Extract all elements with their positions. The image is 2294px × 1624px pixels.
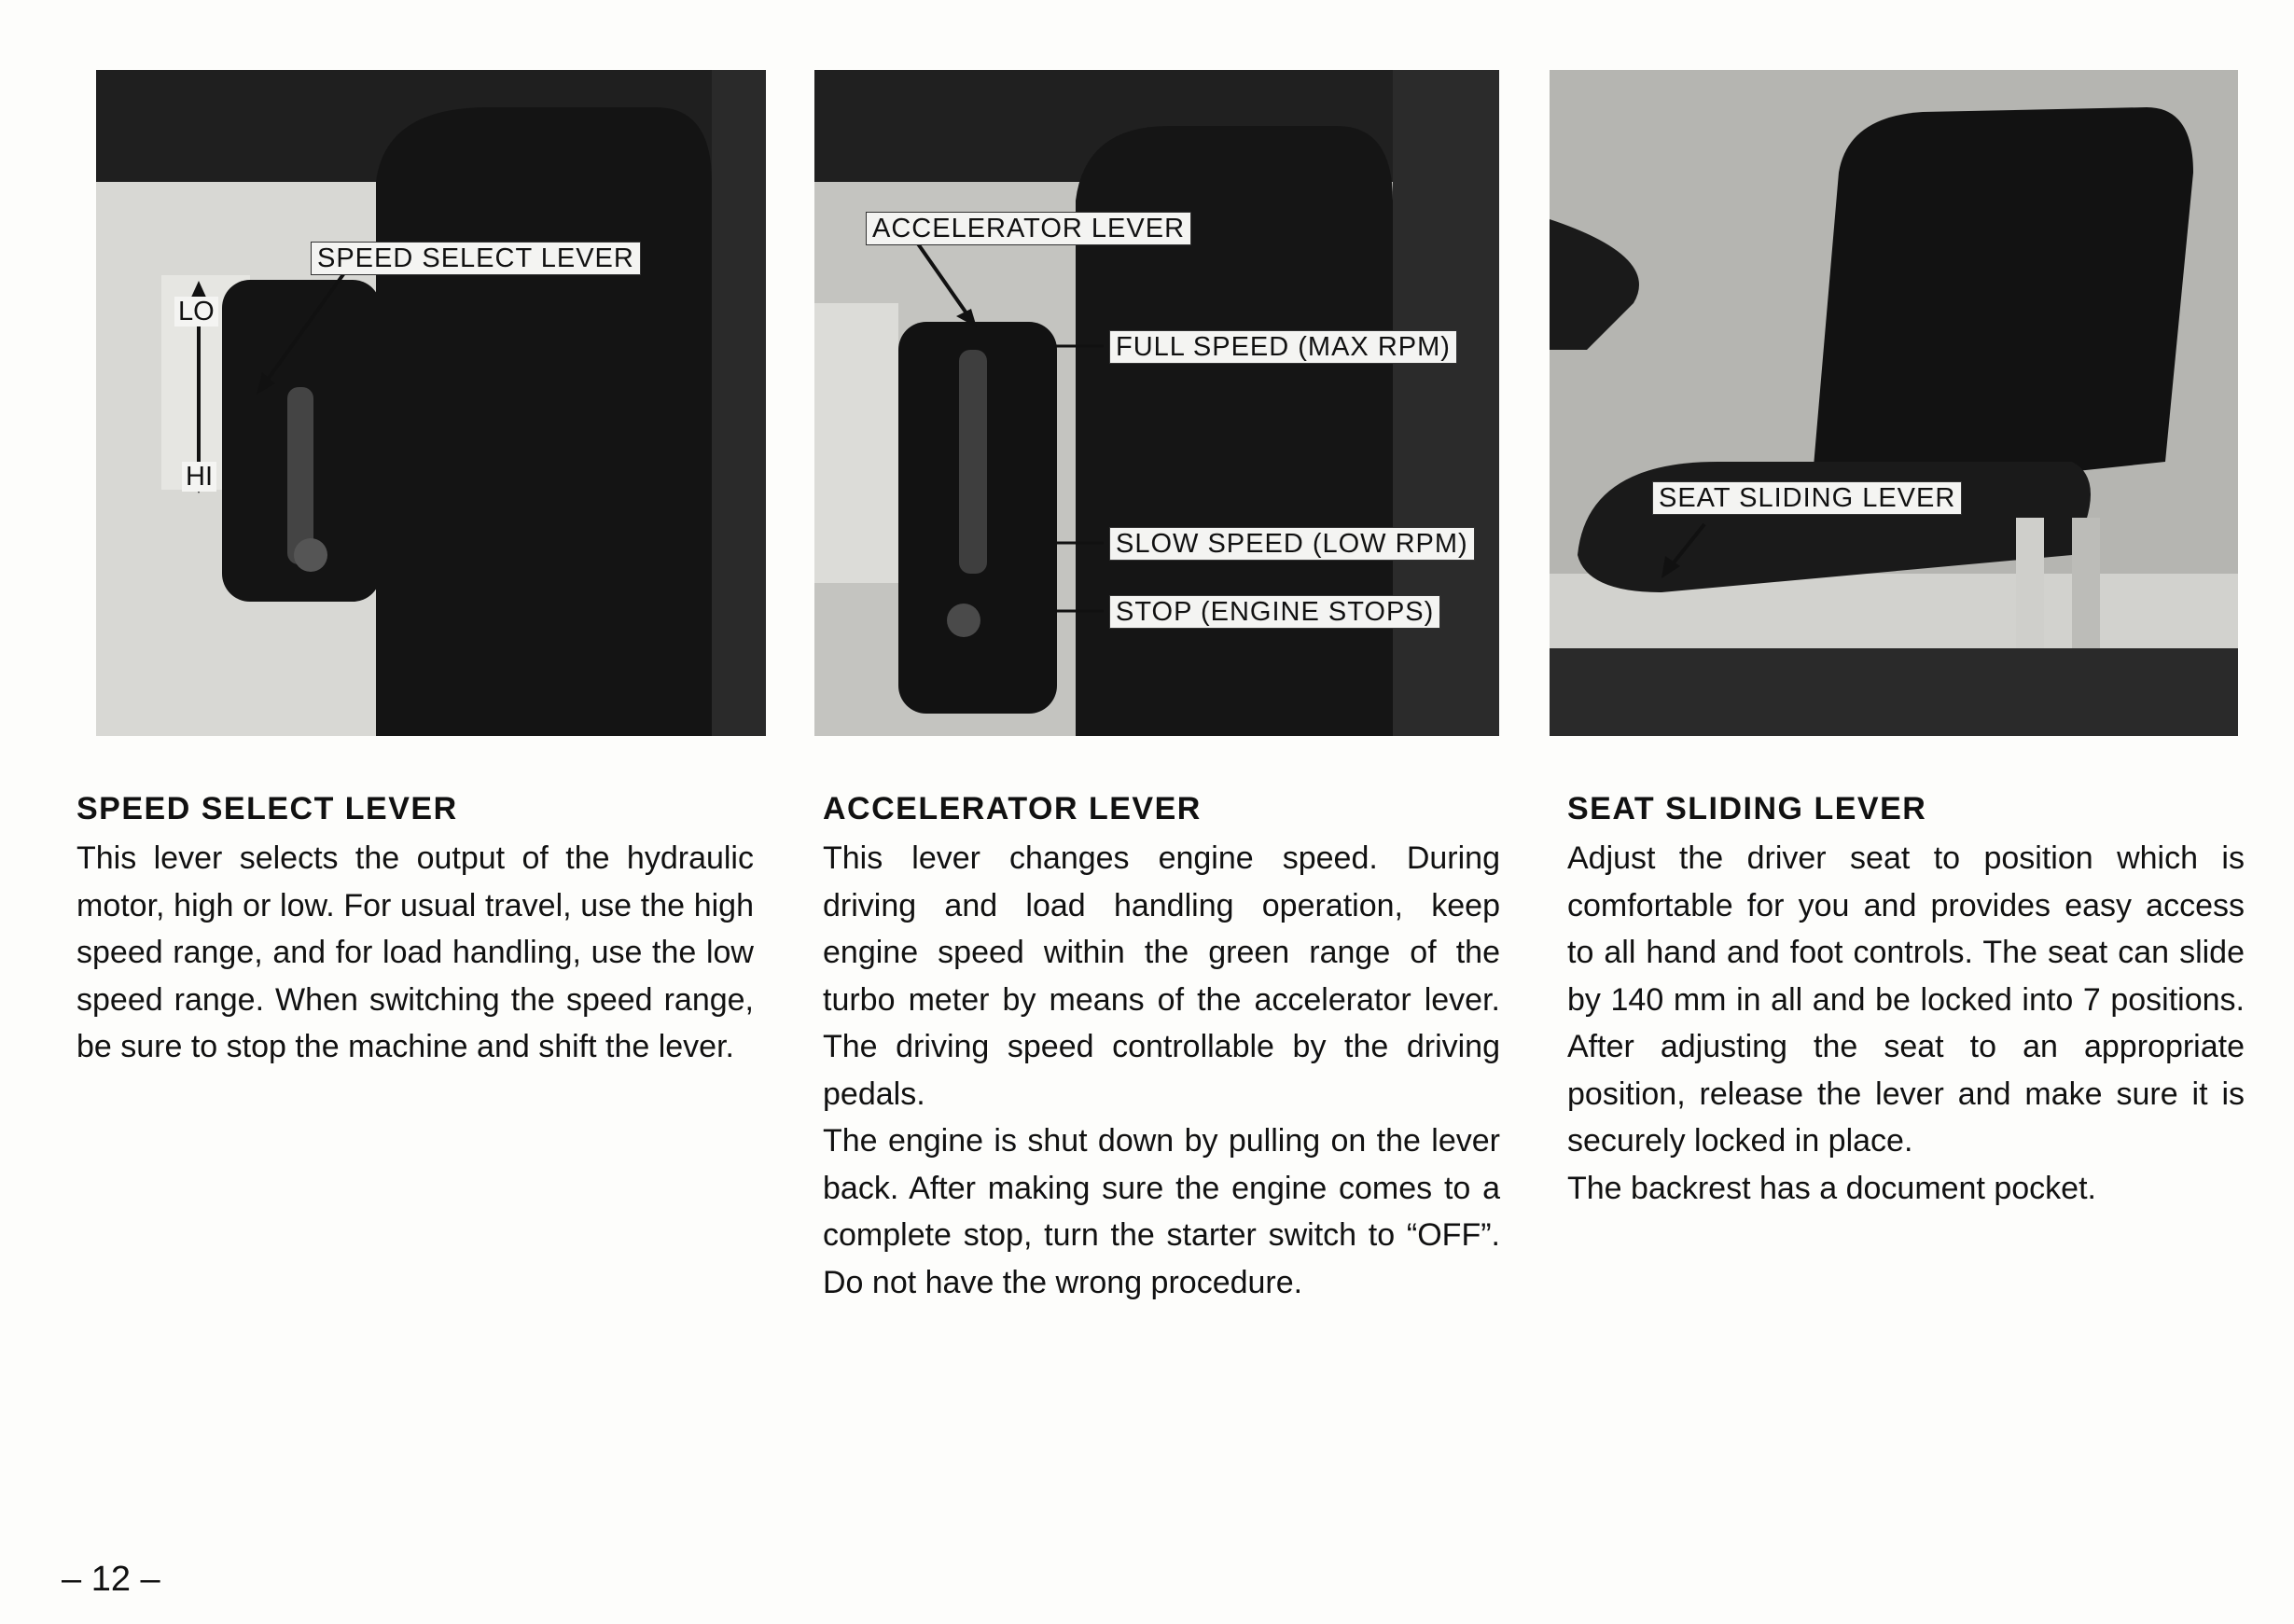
seat-sliding-lever-section	[1567, 788, 2245, 1212]
accelerator-lever-paragraph-2: The engine is shut down by pulling on the lever back. After making sure the engine comes to a complete stop, turn the starter switch to “OFF”. Do not have the wrong procedure.	[823, 1123, 1500, 1300]
page-number: – 12 –	[62, 1560, 160, 1599]
accelerator-lever-section	[823, 788, 1500, 1306]
speed-select-lever-paragraph: This lever selects the output of the hydraulic motor, high or low. For usual travel, use the high speed range, and for load handling, use the low speed range. When switching the speed range, be sure to stop the machine and shift the lever.	[76, 840, 754, 1064]
hi-label: HI	[182, 462, 216, 492]
seat-sliding-lever-photo	[1550, 70, 2238, 736]
speed-select-lever-callout: SPEED SELECT LEVER	[311, 242, 641, 275]
accelerator-lever-illustration	[814, 70, 1499, 736]
speed-select-lever-illustration	[96, 70, 766, 736]
accelerator-lever-heading: ACCELERATOR LEVER	[823, 791, 1202, 826]
accelerator-lever-paragraph-1: This lever changes engine speed. During driving and load handling operation, keep engine speed within the green range of the turbo meter by means of the accelerator lever. The driving speed controllable by the driving pedals.	[823, 840, 1500, 1112]
seat-sliding-lever-heading: SEAT SLIDING LEVER	[1567, 791, 1927, 826]
slow-speed-callout: SLOW SPEED (LOW RPM)	[1109, 527, 1475, 561]
seat-sliding-lever-paragraph-2: The backrest has a document pocket.	[1567, 1170, 2096, 1206]
speed-select-lever-photo	[96, 70, 766, 736]
speed-select-lever-heading: SPEED SELECT LEVER	[76, 791, 458, 826]
seat-sliding-lever-illustration	[1550, 70, 2238, 736]
seat-sliding-lever-paragraph-1: Adjust the driver seat to position which is comfortable for you and provides easy access to all hand and foot controls. The seat can slide by 140 mm in all and be locked into 7 positions. After adjusting the seat to an appropriate position, release the lever and make sure it is securely locked in place.	[1567, 840, 2245, 1159]
lo-label: LO	[174, 297, 218, 326]
accelerator-lever-callout: ACCELERATOR LEVER	[866, 212, 1191, 245]
accelerator-lever-photo	[814, 70, 1499, 736]
stop-callout: STOP (ENGINE STOPS)	[1109, 595, 1440, 629]
full-speed-callout: FULL SPEED (MAX RPM)	[1109, 330, 1457, 364]
speed-select-lever-section	[76, 788, 754, 1071]
seat-sliding-lever-callout: SEAT SLIDING LEVER	[1652, 481, 1962, 515]
